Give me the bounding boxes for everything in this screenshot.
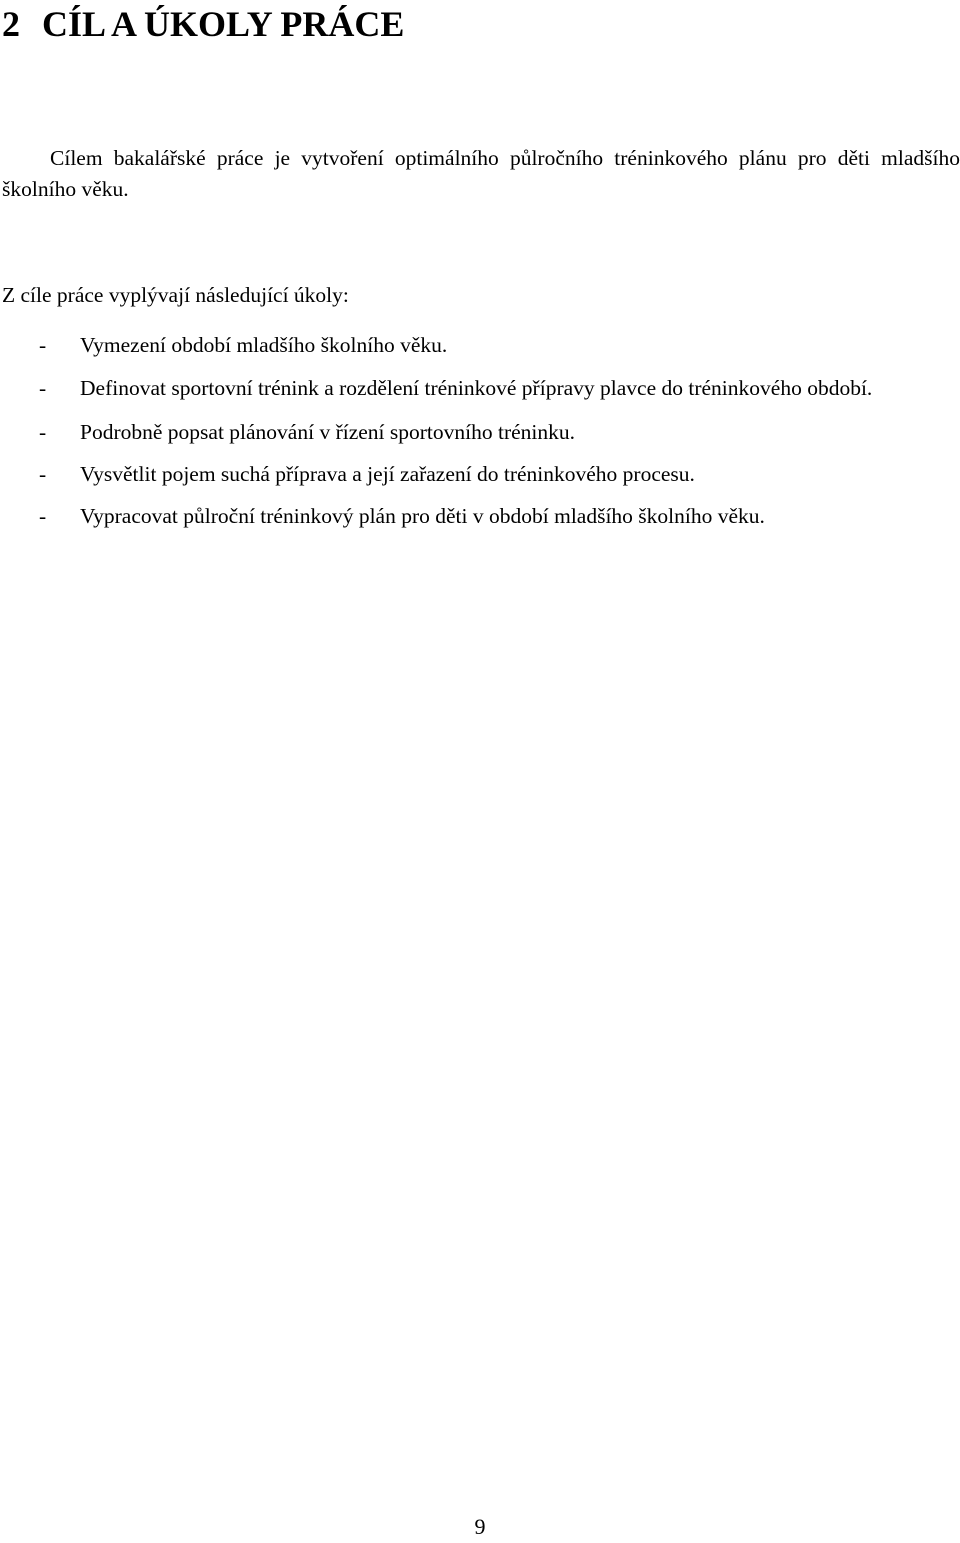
task-text: Podrobně popsat plánování v řízení sportovního tréninku. bbox=[80, 420, 576, 444]
page-number: 9 bbox=[474, 1514, 486, 1539]
chapter-heading bbox=[2, 2, 404, 46]
task-list bbox=[0, 324, 960, 537]
task-text: Vypracovat půlroční tréninkový plán pro děti v období mladšího školního věku. bbox=[80, 504, 765, 528]
dash-bullet: - bbox=[39, 333, 47, 357]
task-text: Vymezení období mladšího školního věku. bbox=[80, 333, 448, 357]
tasks-lead-text: Z cíle práce vyplývají následující úkoly: bbox=[2, 283, 349, 307]
task-item bbox=[0, 453, 960, 495]
dash-bullet: - bbox=[39, 376, 47, 400]
dash-bullet: - bbox=[39, 462, 47, 486]
task-text: Vysvětlit pojem suchá příprava a její zařazení do tréninkového procesu. bbox=[80, 462, 695, 486]
chapter-number: 2 bbox=[2, 4, 20, 44]
dash-bullet: - bbox=[39, 504, 47, 528]
task-text: Definovat sportovní trénink a rozdělení tréninkové přípravy plavce do tréninkového období. bbox=[80, 376, 873, 400]
task-item bbox=[0, 495, 960, 537]
task-item bbox=[0, 324, 960, 366]
dash-bullet: - bbox=[39, 420, 47, 444]
intro-paragraph: Cílem bakalářské práce je vytvoření optimálního půlročního tréninkového plánu pro děti mladšího školního věku. bbox=[2, 146, 960, 201]
task-item bbox=[0, 366, 960, 411]
chapter-title: CÍL A ÚKOLY PRÁCE bbox=[42, 4, 405, 44]
task-item bbox=[0, 411, 960, 453]
